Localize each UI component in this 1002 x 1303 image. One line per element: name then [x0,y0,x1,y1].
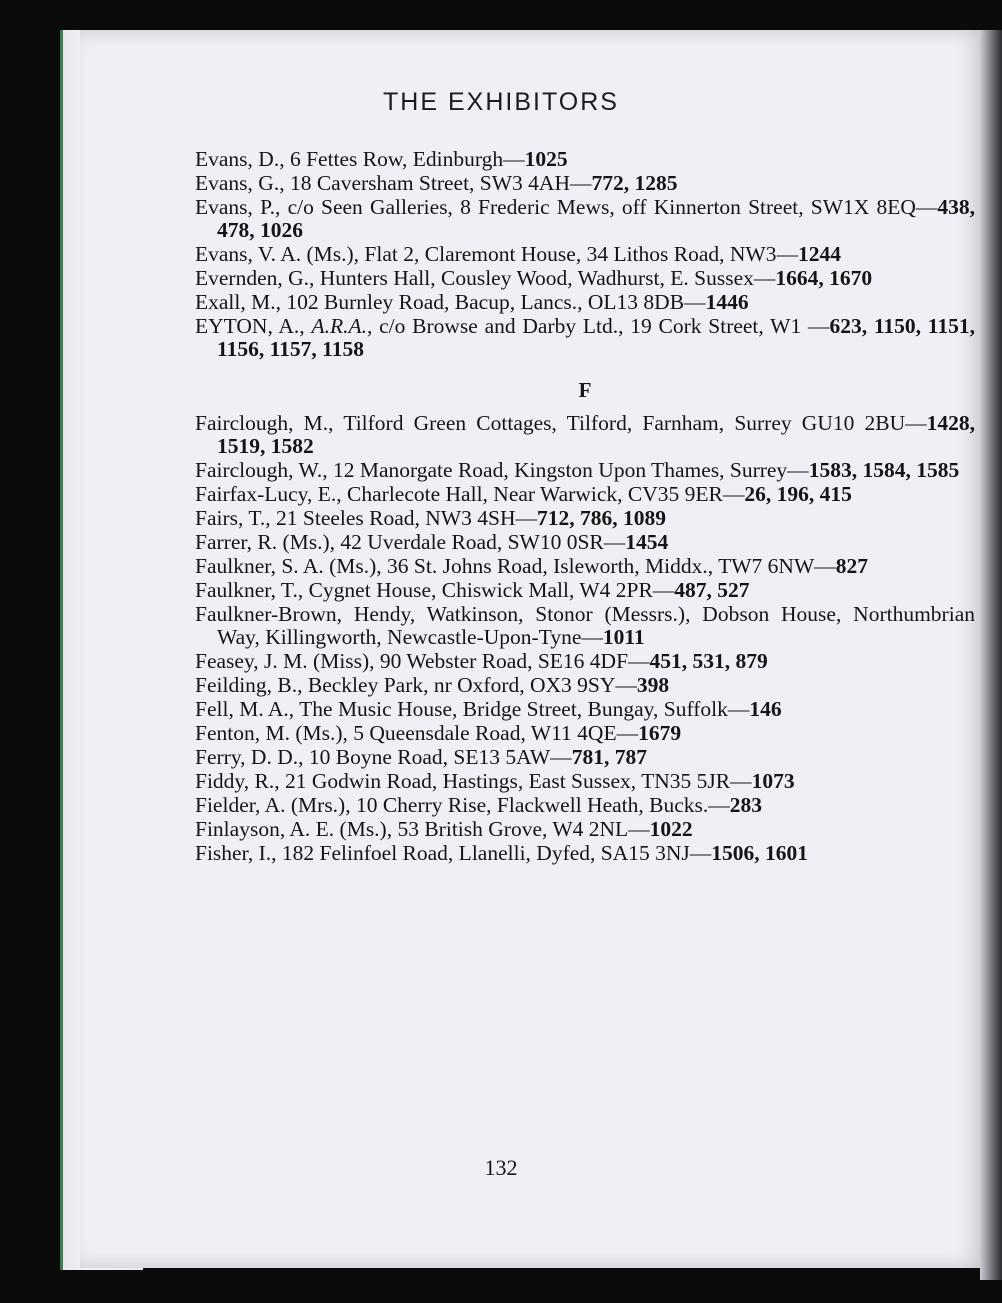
exhibitor-entry [195,650,975,673]
section-heading: F [578,378,592,402]
entry-text: Evans, G., 18 Caversham Street, SW3 4AH— [195,171,592,195]
entry-numbers: 712, 786, 1089 [536,506,666,530]
entry-numbers: 487, 527 [674,578,750,602]
entry-numbers: 1073 [751,769,795,793]
entry-text: Fairclough, W., 12 Manorgate Road, Kingston Upon Thames, Surrey— [195,458,809,482]
exhibitor-entry [195,698,975,721]
entry-text: Evans, V. A. (Ms.), Flat 2, Claremont House, 34 Lithos Road, NW3— [195,242,798,266]
entry-text: Fairclough, M., Tilford Green Cottages, Tilford, Farnham, Surrey GU10 2BU— [195,411,927,435]
exhibitor-entry [195,818,975,841]
entry-text: Fisher, I., 182 Felinfoel Road, Llanelli, Dyfed, SA15 3NJ— [195,841,712,865]
entry-numbers: 1011 [602,625,645,649]
exhibitor-entry [195,291,975,314]
entry-numbers: 146 [749,697,782,721]
exhibitor-entry [195,196,975,242]
entry-text: Faulkner-Brown, Hendy, Watkinson, Stonor (Messrs.), Dobson House, Northumbrian Way, Killingworth, Newcastle-Upon-Tyne— [195,602,975,649]
entry-numbers: 1679 [638,721,682,745]
exhibitor-entry [195,412,975,458]
exhibitor-entry [195,148,975,171]
book-spine [980,30,1002,1280]
entry-text: Faulkner, S. A. (Ms.), 36 St. Johns Road, Isleworth, Middx., TW7 6NW— [195,554,836,578]
entry-numbers: 1446 [705,290,749,314]
entry-text: Farrer, R. (Ms.), 42 Uverdale Road, SW10 0SR— [195,530,626,554]
entry-numbers: 398 [636,673,670,697]
entry-text: Evans, D., 6 Fettes Row, Edinburgh— [195,147,525,171]
entry-text: Evans, P., c/o Seen Galleries, 8 Frederic Mews, off Kinnerton Street, SW1X 8EQ— [195,195,938,219]
entry-numbers: 1506, 1601 [711,841,809,865]
exhibitor-entry [195,603,975,649]
entry-numbers: 1428, 1519, 1582 [217,411,975,458]
exhibitor-entry [195,555,975,578]
exhibitor-entry [195,746,975,769]
entry-numbers: 1244 [797,242,841,266]
entry-text: Fielder, A. (Mrs.), 10 Cherry Rise, Flackwell Heath, Bucks.— [195,793,730,817]
entry-numbers: 1664, 1670 [775,266,873,290]
exhibitor-entry [195,531,975,554]
entry-text: Fell, M. A., The Music House, Bridge Street, Bungay, Suffolk— [195,697,750,721]
entry-text: Fiddy, R., 21 Godwin Road, Hastings, East Sussex, TN35 5JR— [195,769,752,793]
entry-numbers: 438, 478, 1026 [217,195,975,242]
entry-numbers: 1025 [524,147,568,171]
exhibitor-entry [195,483,975,506]
entry-numbers: 1022 [649,817,693,841]
exhibitor-entry [195,794,975,817]
entry-numbers: 26, 196, 415 [744,482,852,506]
entry-text: Fairs, T., 21 Steeles Road, NW3 4SH— [195,506,537,530]
entry-numbers: 623, 1150, 1151, 1156, 1157, 1158 [217,314,975,361]
entry-text: Ferry, D. D., 10 Boyne Road, SE13 5AW— [195,745,572,769]
entry-numbers: 1454 [625,530,669,554]
page-number: 132 [484,1155,518,1180]
entry-numbers: 451, 531, 879 [649,649,768,673]
entry-numbers: 772, 1285 [591,171,678,195]
entry-text: Evernden, G., Hunters Hall, Cousley Wood, Wadhurst, E. Sussex— [195,266,776,290]
entry-numbers: 1583, 1584, 1585 [808,458,960,482]
exhibitor-entry [195,842,975,865]
entry-text: Faulkner, T., Cygnet House, Chiswick Mall, W4 2PR— [195,578,675,602]
entry-honour: A.R.A. [311,314,367,338]
exhibitor-entry [195,315,975,361]
exhibitor-entry [195,722,975,745]
entry-text: , c/o Browse and Darby Ltd., 19 Cork Street, W1 — [366,314,830,338]
exhibitor-list [195,148,975,866]
section-e-entries [195,148,975,314]
entry-text: Fairfax-Lucy, E., Charlecote Hall, Near Warwick, CV35 9ER— [195,482,745,506]
entry-numbers: 827 [835,554,868,578]
entry-numbers: 781, 787 [571,745,647,769]
entry-text: Feilding, B., Beckley Park, nr Oxford, OX3 9SY— [195,673,637,697]
entry-text: Feasey, J. M. (Miss), 90 Webster Road, SE16 4DF— [195,649,650,673]
entry-numbers: 283 [729,793,763,817]
entry-text: EYTON, A., [195,314,312,338]
section-f-entries [195,412,975,865]
entry-text: Fenton, M. (Ms.), 5 Queensdale Road, W11 4QE— [195,721,639,745]
exhibitor-entry [195,172,975,195]
exhibitor-entry [195,507,975,530]
entry-text: Exall, M., 102 Burnley Road, Bacup, Lancs., OL13 8DB— [195,290,706,314]
exhibitor-entry [195,770,975,793]
exhibitor-entry [195,674,975,697]
exhibitor-entry [195,579,975,602]
entry-text: Finlayson, A. E. (Ms.), 53 British Grove, W4 2NL— [195,817,650,841]
exhibitor-entry [195,459,975,482]
exhibitor-entry [195,267,975,290]
exhibitor-entry [195,243,975,266]
page-title: THE EXHIBITORS [383,88,619,116]
